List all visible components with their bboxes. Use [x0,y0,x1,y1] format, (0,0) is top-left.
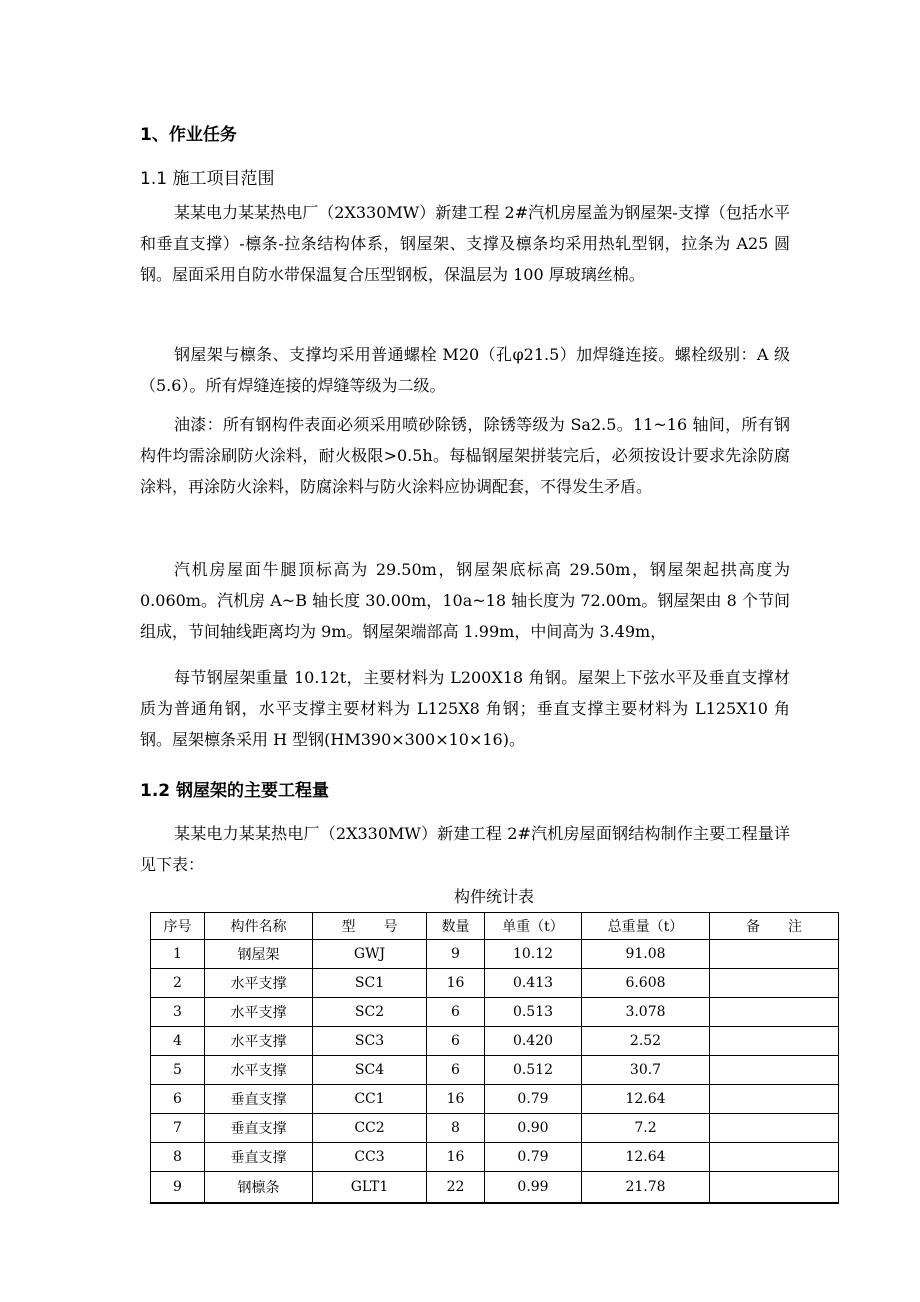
table-row [151,1027,839,1056]
table-cell: 91.08 [582,940,710,969]
table-cell: GWJ [313,940,427,969]
table-cell: 0.90 [485,1114,582,1143]
table-cell: 9 [151,1172,205,1204]
bolt-paragraph: 钢屋架与檩条、支撑均采用普通螺栓 M20（孔φ21.5）加焊缝连接。螺栓级别：A 级（5.6）。所有焊缝连接的焊缝等级为二级。 [140,345,790,395]
table-cell: 12.64 [582,1143,710,1172]
table-cell: CC3 [313,1143,427,1172]
table-row [151,1172,839,1204]
table-row [151,1114,839,1143]
table-cell: 3 [151,998,205,1027]
scope-paragraph: 某某电力某某热电厂（2X330MW）新建工程 2#汽机房屋盖为钢屋架-支撑（包括水平和垂直支撑）-檩条-拉条结构体系，钢屋架、支撑及檩条均采用热轧型钢，拉条为 A25 圆钢。屋面采用自防水带保温复合压型钢板，保温层为 100 厚玻璃丝棉。 [140,203,790,284]
section-1-heading: 1、作业任务 [140,125,237,145]
table-cell [710,969,839,998]
table-row [151,1143,839,1172]
table-cell: 钢屋架 [205,940,313,969]
table-cell: 8 [151,1143,205,1172]
table-cell: 1 [151,940,205,969]
header-cell: 数量 [427,913,485,940]
table-header-row [151,913,839,940]
paint-paragraph: 油漆：所有钢构件表面必须采用喷砂除锈，除锈等级为 Sa2.5。11~16 轴间，所有钢构件均需涂刷防火涂料，耐火极限>0.5h。每榀钢屋架拼装完后，必须按设计要求先涂防腐涂料，再涂防火涂料，防腐涂料与防火涂料应协调配套，不得发生矛盾。 [140,415,790,496]
table-cell: 21.78 [582,1172,710,1204]
table-cell [710,1172,839,1204]
header-cell: 单重（t） [485,913,582,940]
table-cell: CC1 [313,1085,427,1114]
table-cell: 10.12 [485,940,582,969]
table-cell [710,1143,839,1172]
table-cell: 0.79 [485,1085,582,1114]
table-cell [710,1085,839,1114]
table-cell: 0.79 [485,1143,582,1172]
table-cell: 6 [427,1056,485,1085]
table-cell: SC1 [313,969,427,998]
table-row [151,969,839,998]
table-cell: 22 [427,1172,485,1204]
header-cell: 型 号 [313,913,427,940]
table-cell: 6 [151,1085,205,1114]
table-row [151,998,839,1027]
table-cell [710,1027,839,1056]
table-cell: CC2 [313,1114,427,1143]
header-cell: 构件名称 [205,913,313,940]
table-cell: SC4 [313,1056,427,1085]
table-cell: 6 [427,998,485,1027]
table-cell [710,940,839,969]
table-cell: 16 [427,1143,485,1172]
table-cell: 12.64 [582,1085,710,1114]
table-cell: 水平支撑 [205,1027,313,1056]
quantity-paragraph: 某某电力某某热电厂（2X330MW）新建工程 2#汽机房屋面钢结构制作主要工程量详见下表： [140,824,790,874]
table-cell: 水平支撑 [205,969,313,998]
table-cell: SC3 [313,1027,427,1056]
table-cell [710,1114,839,1143]
table-cell: 16 [427,1085,485,1114]
table-cell: 0.413 [485,969,582,998]
table-cell: 8 [427,1114,485,1143]
header-cell: 备 注 [710,913,839,940]
table-cell: 垂直支撑 [205,1085,313,1114]
table-cell [710,1056,839,1085]
section-1-2-heading: 1.2 钢屋架的主要工程量 [140,781,330,801]
weight-paragraph: 每节钢屋架重量 10.12t，主要材料为 L200X18 角钢。屋架上下弦水平及垂直支撑材质为普通角钢，水平支撑主要材料为 L125X8 角钢；垂直支撑主要材料为 L125X10 角钢。屋架檩条采用 H 型钢(HM390×300×10×16)。 [140,668,790,749]
table-cell: 9 [427,940,485,969]
table-cell: 30.7 [582,1056,710,1085]
section-1-1-heading: 1.1 施工项目范围 [140,169,275,189]
table-cell [710,998,839,1027]
table-cell: 6 [427,1027,485,1056]
table-cell: 7.2 [582,1114,710,1143]
table-cell: 垂直支撑 [205,1114,313,1143]
header-cell: 序号 [151,913,205,940]
table-cell: 水平支撑 [205,1056,313,1085]
table-row [151,940,839,969]
table-cell: 6.608 [582,969,710,998]
table-row [151,1085,839,1114]
table-row [151,1056,839,1085]
elevation-paragraph: 汽机房屋面牛腿顶标高为 29.50m，钢屋架底标高 29.50m，钢屋架起拱高度为 0.060m。汽机房 A~B 轴长度 30.00m，10a~18 轴长度为 72.00m。钢屋架由 8 个节间组成，节间轴线距离均为 9m。钢屋架端部高 1.99m，中间高为 3.49m， [140,560,790,641]
table-cell: 4 [151,1027,205,1056]
table-cell: GLT1 [313,1172,427,1204]
table-cell: 0.420 [485,1027,582,1056]
header-cell: 总重量（t） [582,913,710,940]
table-cell: 16 [427,969,485,998]
table-cell: 0.99 [485,1172,582,1204]
table-cell: 3.078 [582,998,710,1027]
table-cell: SC2 [313,998,427,1027]
table-title: 构件统计表 [453,887,534,906]
table-cell: 水平支撑 [205,998,313,1027]
table-cell: 2.52 [582,1027,710,1056]
table-cell: 0.513 [485,998,582,1027]
table-cell: 垂直支撑 [205,1143,313,1172]
table-cell: 钢檩条 [205,1172,313,1204]
table-cell: 2 [151,969,205,998]
table-cell: 0.512 [485,1056,582,1085]
component-table [150,912,839,1204]
table-cell: 7 [151,1114,205,1143]
table-cell: 5 [151,1056,205,1085]
